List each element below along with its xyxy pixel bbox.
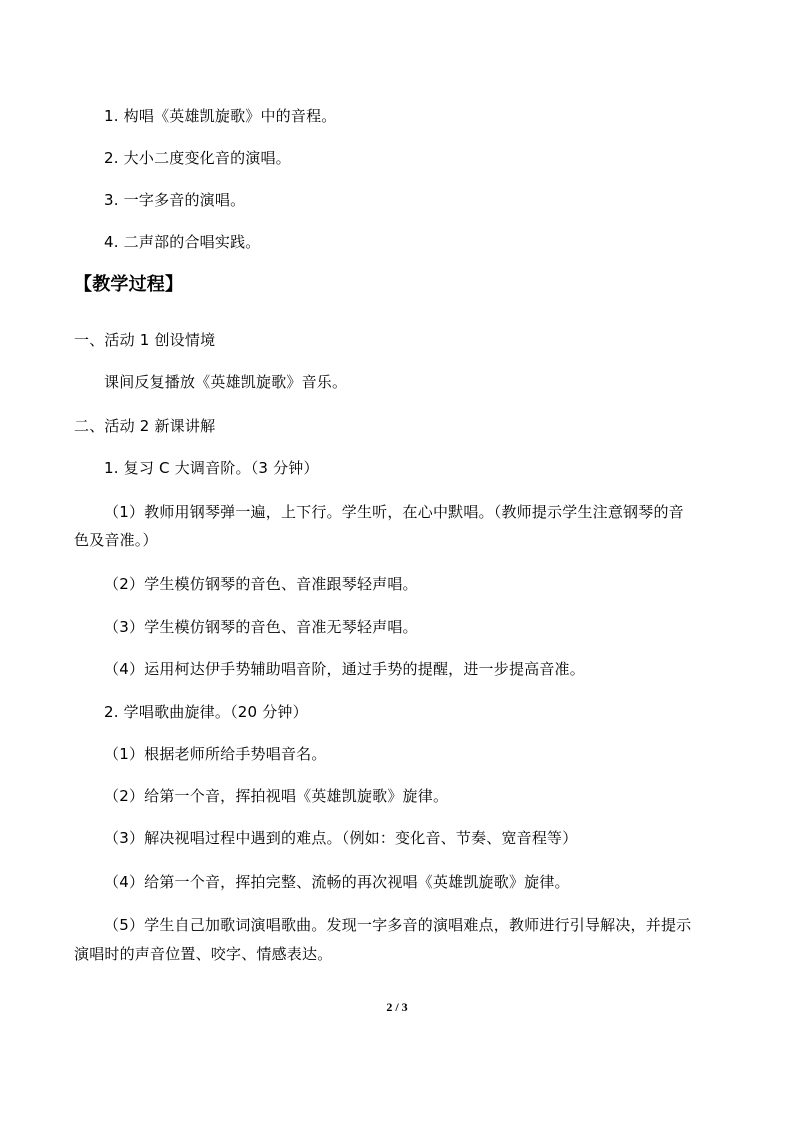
step-2-title: 2. 学唱歌曲旋律。（20 分钟） xyxy=(104,703,308,721)
page-number: 2 / 3 xyxy=(386,1000,408,1014)
step-1-item-2: （2）学生模仿钢琴的音色、音准跟琴轻声唱。 xyxy=(104,575,418,593)
objective-item-2: 2. 大小二度变化音的演唱。 xyxy=(104,149,291,167)
step-1-title: 1. 复习 C 大调音阶。（3 分钟） xyxy=(104,459,319,477)
step-1-item-1: （1）教师用钢琴弹一遍，上下行。学生听，在心中默唱。（教师提示学生注意钢琴的音 xyxy=(104,503,684,521)
section-heading-teaching-process: 【教学过程】 xyxy=(74,274,184,295)
step-2-item-5-continued: 演唱时的声音位置、咬字、情感表达。 xyxy=(74,945,333,963)
objective-item-1: 1. 构唱《英雄凯旋歌》中的音程。 xyxy=(104,107,337,125)
step-2-item-4: （4）给第一个音，挥拍完整、流畅的再次视唱《英雄凯旋歌》旋律。 xyxy=(104,873,570,891)
step-2-item-1: （1）根据老师所给手势唱音名。 xyxy=(104,745,327,763)
activity-2-title: 二、活动 2 新课讲解 xyxy=(74,417,216,435)
step-1-item-1-continued: 色及音准。） xyxy=(74,531,158,549)
activity-1-text: 课间反复播放《英雄凯旋歌》音乐。 xyxy=(104,373,348,391)
step-1-item-3: （3）学生模仿钢琴的音色、音准无琴轻声唱。 xyxy=(104,618,418,636)
activity-1-title: 一、活动 1 创设情境 xyxy=(74,331,216,349)
objective-item-3: 3. 一字多音的演唱。 xyxy=(104,191,246,209)
objective-item-4: 4. 二声部的合唱实践。 xyxy=(104,233,261,251)
step-2-item-3: （3）解决视唱过程中遇到的难点。（例如：变化音、节奏、宽音程等） xyxy=(104,829,578,847)
step-1-item-4: （4）运用柯达伊手势辅助唱音阶，通过手势的提醒，进一步提高音准。 xyxy=(104,660,585,678)
step-2-item-5: （5）学生自己加歌词演唱歌曲。发现一字多音的演唱难点，教师进行引导解决，并提示 xyxy=(104,916,692,934)
step-2-item-2: （2）给第一个音，挥拍视唱《英雄凯旋歌》旋律。 xyxy=(104,787,449,805)
